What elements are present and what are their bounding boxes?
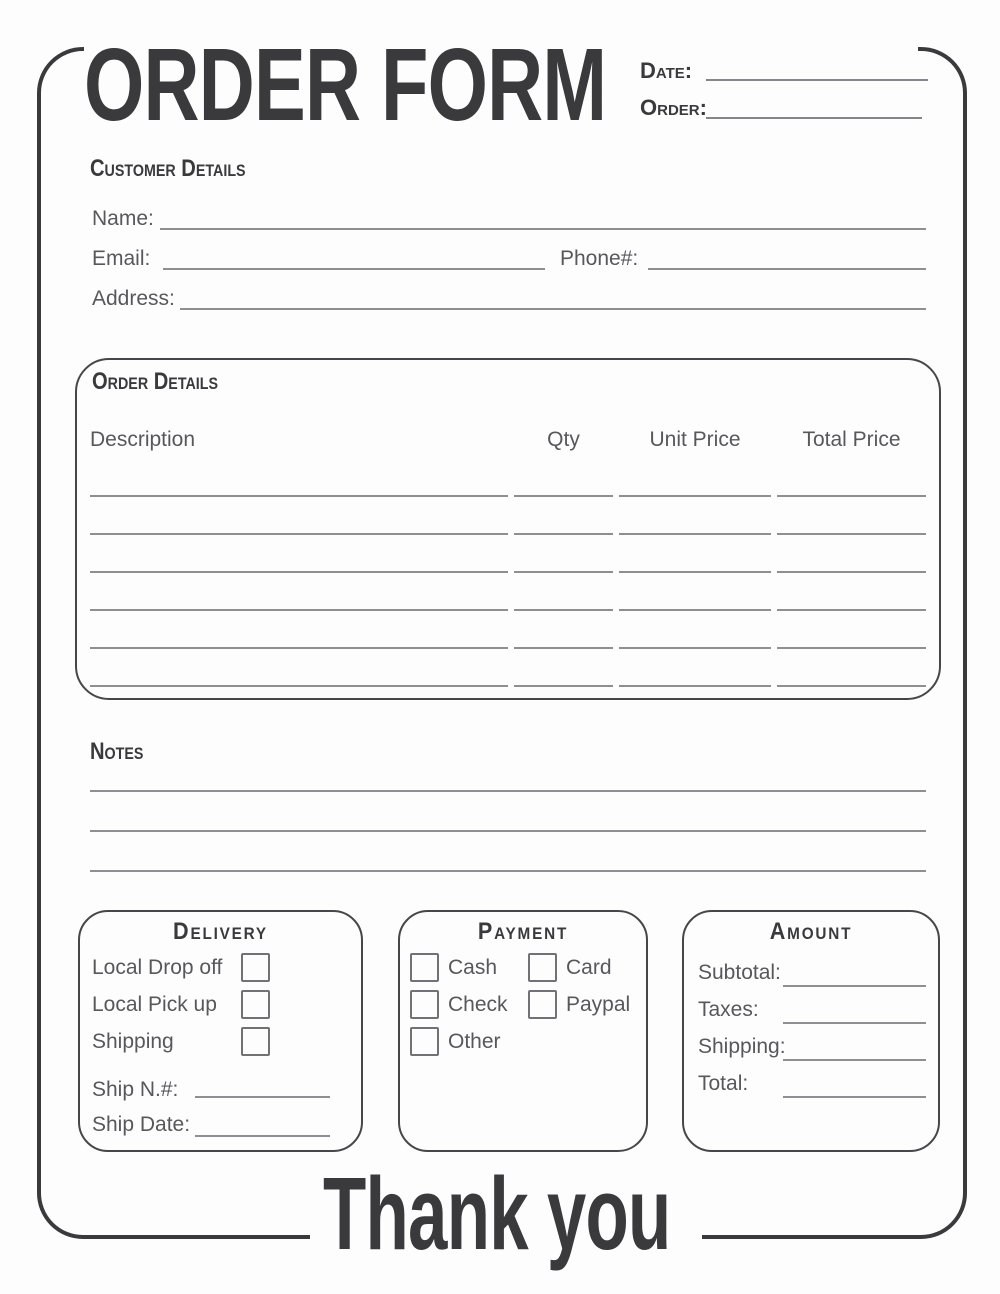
amount-field-label: Taxes: xyxy=(698,997,759,1021)
delivery-option-label: Local Pick up xyxy=(92,992,217,1016)
payment-option-checkbox[interactable] xyxy=(410,1027,439,1056)
amount-field-label: Shipping: xyxy=(698,1034,786,1058)
amount-input-line[interactable] xyxy=(783,993,926,1024)
delivery-option xyxy=(92,990,270,1019)
column-header-unit-price: Unit Price xyxy=(649,428,741,451)
date-label: Date: xyxy=(640,58,693,83)
payment-options xyxy=(410,953,638,1056)
qty-cell-line[interactable] xyxy=(514,556,613,573)
payment-option-label: Other xyxy=(448,1029,501,1053)
delivery-option xyxy=(92,953,270,982)
payment-option-checkbox[interactable] xyxy=(528,953,557,982)
date-input-line[interactable] xyxy=(706,60,928,81)
qty-cell-line[interactable] xyxy=(514,632,613,649)
total-price-cell-line[interactable] xyxy=(777,480,926,497)
payment-option-label: Paypal xyxy=(566,992,631,1016)
qty-cell-line[interactable] xyxy=(514,480,613,497)
unit-price-cell-line[interactable] xyxy=(619,556,771,573)
unit-price-cell-line[interactable] xyxy=(619,480,771,497)
total-price-cell-line[interactable] xyxy=(777,632,926,649)
amount-input-line[interactable] xyxy=(783,956,926,987)
qty-cell-line[interactable] xyxy=(514,670,613,687)
amount-row xyxy=(698,995,926,1024)
notes-input-line[interactable] xyxy=(90,832,926,872)
payment-option-label: Check xyxy=(448,992,508,1016)
ship-date-label: Ship Date: xyxy=(92,1113,191,1136)
description-cell-line[interactable] xyxy=(90,518,508,535)
payment-option-label: Cash xyxy=(448,955,498,979)
thank-you-text: Thank you xyxy=(323,1155,671,1272)
unit-price-cell-line[interactable] xyxy=(619,594,771,611)
payment-option-checkbox[interactable] xyxy=(410,990,439,1019)
column-header-total-price: Total Price xyxy=(802,428,901,451)
amount-rows xyxy=(698,958,926,1098)
total-price-cell-line[interactable] xyxy=(777,594,926,611)
notes-input-line[interactable] xyxy=(90,752,926,792)
payment-heading: Payment xyxy=(477,918,569,945)
amount-input-line[interactable] xyxy=(783,1030,926,1061)
order-number-input-line[interactable] xyxy=(706,98,922,119)
delivery-option-checkbox[interactable] xyxy=(241,990,270,1019)
ship-number-input-line[interactable] xyxy=(195,1076,330,1098)
unit-price-cell-line[interactable] xyxy=(619,670,771,687)
order-table-row xyxy=(90,556,926,573)
payment-option xyxy=(410,953,528,982)
total-price-cell-line[interactable] xyxy=(777,556,926,573)
address-label: Address: xyxy=(92,287,175,310)
order-table-row xyxy=(90,632,926,649)
amount-input-line[interactable] xyxy=(783,1067,926,1098)
notes-lines xyxy=(90,752,926,872)
order-number-label: Order: xyxy=(640,95,707,120)
amount-row xyxy=(698,1032,926,1061)
amount-row xyxy=(698,958,926,987)
total-price-cell-line[interactable] xyxy=(777,518,926,535)
description-cell-line[interactable] xyxy=(90,632,508,649)
delivery-option-label: Shipping xyxy=(92,1029,174,1053)
amount-field-label: Total: xyxy=(698,1071,749,1095)
order-details-heading: Order Details xyxy=(92,368,219,395)
form-title: ORDER FORM xyxy=(84,26,607,143)
customer-details-heading: Customer Details xyxy=(90,155,246,182)
payment-option-checkbox[interactable] xyxy=(410,953,439,982)
amount-field-label: Subtotal: xyxy=(698,960,781,984)
payment-option-checkbox[interactable] xyxy=(528,990,557,1019)
order-table-header-row xyxy=(90,428,926,452)
description-cell-line[interactable] xyxy=(90,594,508,611)
amount-row xyxy=(698,1069,926,1098)
total-price-cell-line[interactable] xyxy=(777,670,926,687)
ship-number-label: Ship N.#: xyxy=(92,1078,179,1101)
payment-option-label: Card xyxy=(566,955,612,979)
order-table-rows xyxy=(90,480,926,708)
column-header-description: Description xyxy=(90,428,196,451)
payment-option xyxy=(528,990,638,1019)
qty-cell-line[interactable] xyxy=(514,594,613,611)
payment-option xyxy=(528,953,638,982)
payment-option xyxy=(410,990,528,1019)
delivery-option xyxy=(92,1027,270,1056)
unit-price-cell-line[interactable] xyxy=(619,518,771,535)
description-cell-line[interactable] xyxy=(90,480,508,497)
unit-price-cell-line[interactable] xyxy=(619,632,771,649)
phone-label: Phone#: xyxy=(560,247,639,270)
email-label: Email: xyxy=(92,247,151,270)
name-label: Name: xyxy=(92,207,154,230)
order-table-row xyxy=(90,480,926,497)
delivery-option-checkbox[interactable] xyxy=(241,1027,270,1056)
delivery-heading: Delivery xyxy=(173,918,268,945)
delivery-option-label: Local Drop off xyxy=(92,955,223,979)
delivery-option-checkbox[interactable] xyxy=(241,953,270,982)
order-table-row xyxy=(90,670,926,687)
description-cell-line[interactable] xyxy=(90,670,508,687)
qty-cell-line[interactable] xyxy=(514,518,613,535)
order-table-row xyxy=(90,594,926,611)
column-header-qty: Qty xyxy=(547,428,580,451)
phone-input-line[interactable] xyxy=(648,248,926,270)
name-input-line[interactable] xyxy=(160,208,926,230)
order-table-row xyxy=(90,518,926,535)
payment-option xyxy=(410,1027,528,1056)
ship-date-input-line[interactable] xyxy=(195,1114,330,1137)
amount-heading: Amount xyxy=(769,918,853,945)
description-cell-line[interactable] xyxy=(90,556,508,573)
notes-heading: Notes xyxy=(90,738,144,765)
address-input-line[interactable] xyxy=(180,288,926,310)
notes-input-line[interactable] xyxy=(90,792,926,832)
delivery-options xyxy=(92,953,270,1056)
email-input-line[interactable] xyxy=(163,248,545,270)
